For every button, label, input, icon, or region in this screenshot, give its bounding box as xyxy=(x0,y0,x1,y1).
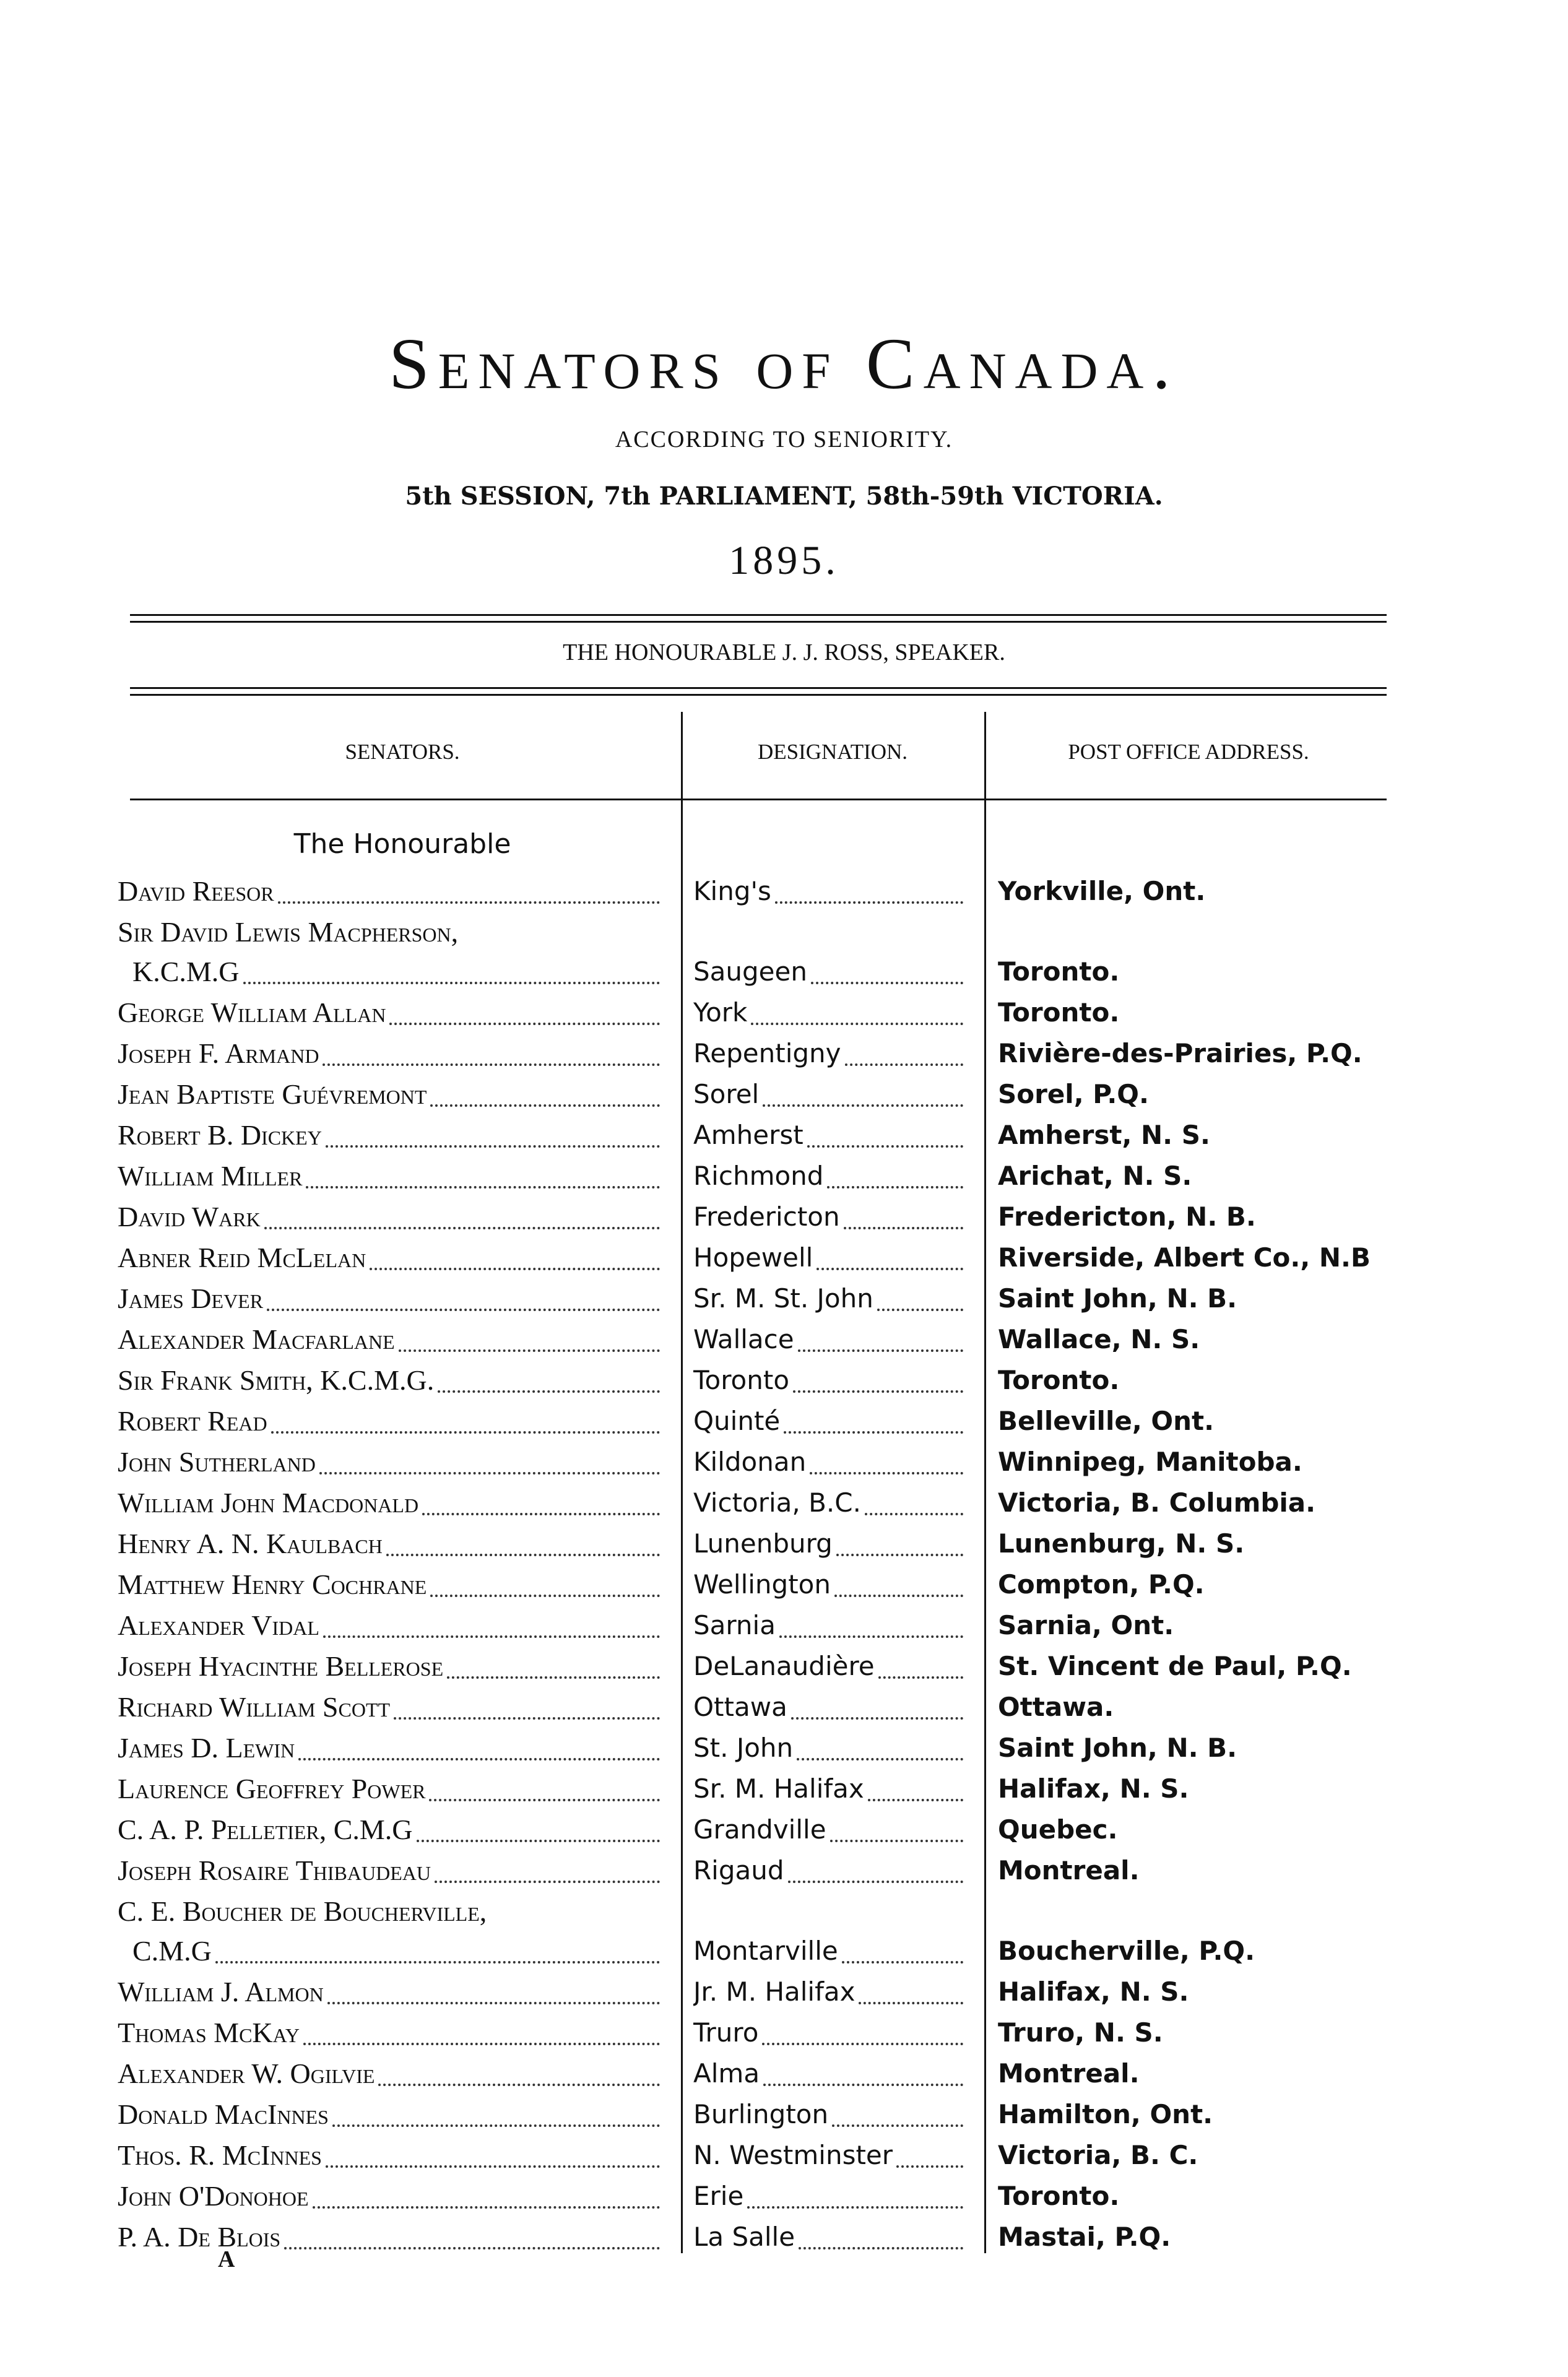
leader-dots xyxy=(859,1989,963,2004)
designation: York xyxy=(693,997,748,1028)
designation-cell xyxy=(693,2178,966,2215)
designation: Montarville xyxy=(693,1936,838,1966)
leader-dots xyxy=(327,1989,660,2004)
page-subtitle: ACCORDING TO SENIORITY. xyxy=(615,426,953,452)
leader-dots xyxy=(264,1214,660,1229)
senator-name: John Sutherland xyxy=(118,1446,316,1478)
senator-name: C. A. P. Pelletier, C.M.G xyxy=(118,1814,413,1845)
designation: Rigaud xyxy=(693,1855,784,1886)
signature-mark: A xyxy=(218,2246,235,2272)
leader-dots xyxy=(370,1255,660,1270)
designation: Sorel xyxy=(693,1079,760,1109)
leader-dots xyxy=(868,1786,963,1801)
senator-name: Joseph Rosaire Thibaudeau xyxy=(118,1855,431,1886)
leader-dots xyxy=(319,1460,660,1474)
senator-name-cell xyxy=(118,1811,662,1848)
designation: Kildonan xyxy=(693,1447,807,1477)
leader-dots xyxy=(215,1949,660,1964)
address-cell xyxy=(998,1035,1431,1072)
senator-name-cell xyxy=(118,1484,662,1522)
address-cell xyxy=(998,1566,1431,1603)
designation-cell xyxy=(693,1484,966,1522)
column-header-designation: DESIGNATION. xyxy=(757,740,908,764)
post-office-address: Montreal. xyxy=(998,2058,1140,2089)
designation: Sarnia xyxy=(693,1610,776,1640)
senator-name: C. E. Boucher de Boucherville, xyxy=(118,1895,487,1927)
designation-cell xyxy=(693,2014,966,2051)
year: 1895. xyxy=(729,538,839,583)
post-office-address: Halifax, N. S. xyxy=(998,1773,1189,1804)
post-office-address: Compton, P.Q. xyxy=(998,1569,1205,1600)
designation: Burlington xyxy=(693,2099,829,2129)
senator-name: P. A. De Blois xyxy=(118,2221,281,2253)
designation: Sr. M. St. John xyxy=(693,1283,873,1314)
post-office-address: Saint John, N. B. xyxy=(998,1283,1237,1314)
address-cell xyxy=(998,994,1431,1031)
designation-cell xyxy=(693,1280,966,1317)
leader-dots xyxy=(430,1582,660,1597)
post-office-address: Wallace, N. S. xyxy=(998,1324,1200,1354)
senator-name-cell xyxy=(118,1198,662,1236)
senator-name: Sir Frank Smith, K.C.M.G. xyxy=(118,1364,435,1396)
leader-dots xyxy=(763,2071,963,2086)
senator-name: Donald MacInnes xyxy=(118,2098,329,2130)
designation-cell xyxy=(693,1076,966,1113)
speaker-line: THE HONOURABLE J. J. ROSS, SPEAKER. xyxy=(563,639,1005,665)
leader-dots xyxy=(830,1827,963,1842)
leader-dots xyxy=(878,1664,963,1679)
address-cell xyxy=(998,1730,1431,1767)
leader-dots xyxy=(896,2153,963,2168)
leader-dots xyxy=(799,2235,963,2249)
designation-cell xyxy=(693,1648,966,1685)
designation-cell xyxy=(693,1444,966,1481)
post-office-address: Halifax, N. S. xyxy=(998,1977,1189,2007)
senator-name-cell xyxy=(118,953,662,990)
post-office-address: Quebec. xyxy=(998,1814,1118,1845)
designation-cell xyxy=(693,1525,966,1562)
leader-dots xyxy=(788,1868,963,1883)
address-cell xyxy=(998,2178,1431,2215)
address-cell xyxy=(998,2137,1431,2174)
address-cell xyxy=(998,2219,1431,2256)
designation: Sr. M. Halifax xyxy=(693,1773,864,1804)
address-cell xyxy=(998,1321,1431,1358)
leader-dots xyxy=(399,1337,660,1352)
designation-cell xyxy=(693,1403,966,1440)
post-office-address: Victoria, B. Columbia. xyxy=(998,1487,1316,1518)
address-cell xyxy=(998,1852,1431,1889)
senator-name-cell xyxy=(118,1321,662,1358)
designation: Fredericton xyxy=(693,1201,840,1232)
address-cell xyxy=(998,1239,1431,1276)
post-office-address: Fredericton, N. B. xyxy=(998,1201,1256,1232)
senator-name-cell xyxy=(118,1770,662,1808)
leader-dots xyxy=(394,1705,660,1720)
post-office-address: Victoria, B. C. xyxy=(998,2140,1198,2170)
senator-name-cell xyxy=(118,1566,662,1603)
senator-name-cell xyxy=(118,2219,662,2256)
leader-dots xyxy=(798,1337,963,1352)
leader-dots xyxy=(422,1500,660,1515)
designation: Saugeen xyxy=(693,956,807,987)
post-office-address: Lunenburg, N. S. xyxy=(998,1528,1245,1559)
column-header-post-office: POST OFFICE ADDRESS. xyxy=(1068,740,1309,764)
designation: St. John xyxy=(693,1733,794,1763)
designation: Truro xyxy=(693,2017,759,2048)
senator-name-cell xyxy=(118,2178,662,2215)
leader-dots xyxy=(430,1092,660,1107)
leader-dots xyxy=(865,1500,963,1515)
designation: Erie xyxy=(693,2181,744,2211)
designation-cell xyxy=(693,873,966,910)
leader-dots xyxy=(323,1051,660,1066)
designation-cell xyxy=(693,1730,966,1767)
post-office-address: Ottawa. xyxy=(998,1692,1114,1722)
leader-dots xyxy=(438,1378,660,1393)
designation-cell xyxy=(693,994,966,1031)
post-office-address: Amherst, N. S. xyxy=(998,1120,1210,1150)
post-office-address: Montreal. xyxy=(998,1855,1140,1886)
designation: Alma xyxy=(693,2058,760,2089)
post-office-address: St. Vincent de Paul, P.Q. xyxy=(998,1651,1352,1681)
designation-cell xyxy=(693,2096,966,2133)
senator-name: Laurence Geoffrey Power xyxy=(118,1773,426,1804)
post-office-address: Belleville, Ont. xyxy=(998,1406,1215,1436)
address-cell xyxy=(998,1362,1431,1399)
designation-cell xyxy=(693,1321,966,1358)
address-cell xyxy=(998,1933,1431,1970)
leader-dots xyxy=(435,1868,660,1883)
post-office-address: Saint John, N. B. xyxy=(998,1733,1237,1763)
senator-name: David Reesor xyxy=(118,875,274,907)
post-office-address: Sarnia, Ont. xyxy=(998,1610,1174,1640)
column-header-senators: SENATORS. xyxy=(345,740,460,764)
senator-name-cell xyxy=(118,2096,662,2133)
post-office-address: Rivière-des-Prairies, P.Q. xyxy=(998,1038,1362,1068)
leader-dots xyxy=(842,1949,963,1964)
senator-name: James D. Lewin xyxy=(118,1732,295,1764)
senator-name-continued: K.C.M.G xyxy=(132,956,240,987)
post-office-address: Sorel, P.Q. xyxy=(998,1079,1149,1109)
senator-name: Alexander W. Ogilvie xyxy=(118,2058,375,2089)
page-title: Senators of Canada. xyxy=(389,323,1179,404)
address-cell xyxy=(998,1484,1431,1522)
designation-cell xyxy=(693,2055,966,2092)
post-office-address: Truro, N. S. xyxy=(998,2017,1163,2048)
senator-name-cell xyxy=(118,873,662,910)
post-office-address: Mastai, P.Q. xyxy=(998,2222,1171,2252)
designation-cell xyxy=(693,1770,966,1808)
senator-name-cell xyxy=(118,2014,662,2051)
address-cell xyxy=(998,1648,1431,1685)
designation: Ottawa xyxy=(693,1692,787,1722)
designation: Victoria, B.C. xyxy=(693,1487,861,1518)
designation: Lunenburg xyxy=(693,1528,833,1559)
leader-dots xyxy=(313,2194,660,2209)
senator-name: Thomas McKay xyxy=(118,2017,300,2048)
leader-dots xyxy=(845,1051,963,1066)
session-line: 5th SESSION, 7th PARLIAMENT, 58th-59th VICTORIA. xyxy=(405,482,1163,511)
designation: Wallace xyxy=(693,1324,794,1354)
senator-name-cell xyxy=(118,1525,662,1562)
leader-dots xyxy=(751,1010,963,1025)
senator-name: Alexander Vidal xyxy=(118,1609,319,1641)
senator-name: Henry A. N. Kaulbach xyxy=(118,1528,383,1559)
designation-cell xyxy=(693,1973,966,2011)
leader-dots xyxy=(271,1419,660,1434)
senator-name-line xyxy=(118,914,662,951)
designation-cell xyxy=(693,1852,966,1889)
senator-name-cell xyxy=(118,1648,662,1685)
leader-dots xyxy=(429,1786,660,1801)
leader-dots xyxy=(807,1133,963,1148)
senator-name: Alexander Macfarlane xyxy=(118,1323,395,1355)
leader-dots xyxy=(417,1827,660,1842)
senator-name: John O'Donohoe xyxy=(118,2180,309,2212)
leader-dots xyxy=(810,1460,963,1474)
designation: Quinté xyxy=(693,1406,781,1436)
leader-dots xyxy=(303,2030,660,2045)
designation-cell xyxy=(693,1158,966,1195)
designation-cell xyxy=(693,1689,966,1726)
senator-name: Richard William Scott xyxy=(118,1691,391,1723)
senator-name-cell xyxy=(118,1076,662,1113)
honourable-label: The Honourable xyxy=(293,828,511,860)
leader-dots xyxy=(832,2112,963,2127)
address-cell xyxy=(998,1198,1431,1236)
designation-cell xyxy=(693,1362,966,1399)
leader-dots xyxy=(378,2071,660,2086)
post-office-address: Hamilton, Ont. xyxy=(998,2099,1213,2129)
senator-name-cell xyxy=(118,1730,662,1767)
senator-name-cell xyxy=(118,1607,662,1644)
post-office-address: Arichat, N. S. xyxy=(998,1161,1192,1191)
post-office-address: Toronto. xyxy=(998,956,1120,987)
address-cell xyxy=(998,1689,1431,1726)
address-cell xyxy=(998,1117,1431,1154)
leader-dots xyxy=(816,1255,963,1270)
senator-name-cell xyxy=(118,1158,662,1195)
designation-cell xyxy=(693,953,966,990)
leader-dots xyxy=(326,2153,660,2168)
senator-name: David Wark xyxy=(118,1201,261,1232)
leader-dots xyxy=(267,1296,660,1311)
senator-name-cell xyxy=(118,2137,662,2174)
senator-name: Joseph F. Armand xyxy=(118,1037,319,1069)
address-cell xyxy=(998,1973,1431,2011)
leader-dots xyxy=(844,1214,963,1229)
designation-cell xyxy=(693,1566,966,1603)
designation: Amherst xyxy=(693,1120,803,1150)
senator-name-cell xyxy=(118,1035,662,1072)
senator-name: Sir David Lewis Macpherson, xyxy=(118,916,459,948)
post-office-address: Toronto. xyxy=(998,997,1120,1028)
leader-dots xyxy=(326,1133,660,1148)
leader-dots xyxy=(447,1664,660,1679)
designation-cell xyxy=(693,1035,966,1072)
leader-dots xyxy=(775,889,963,904)
post-office-address: Boucherville, P.Q. xyxy=(998,1936,1255,1966)
designation: DeLanaudière xyxy=(693,1651,875,1681)
senator-name: Robert Read xyxy=(118,1405,267,1437)
leader-dots xyxy=(763,1092,963,1107)
address-cell xyxy=(998,1444,1431,1481)
designation: N. Westminster xyxy=(693,2140,893,2170)
leader-dots xyxy=(779,1623,963,1638)
leader-dots xyxy=(811,969,963,984)
senator-name-cell xyxy=(118,1280,662,1317)
address-cell xyxy=(998,1280,1431,1317)
designation: La Salle xyxy=(693,2222,795,2252)
leader-dots xyxy=(389,1010,660,1025)
leader-dots xyxy=(834,1582,963,1597)
senator-name-cell xyxy=(118,1239,662,1276)
leader-dots xyxy=(323,1623,660,1638)
post-office-address: Yorkville, Ont. xyxy=(998,876,1206,906)
leader-dots xyxy=(793,1378,963,1393)
senator-name-cell xyxy=(118,1117,662,1154)
senator-name-continued: C.M.G xyxy=(132,1935,212,1967)
address-cell xyxy=(998,873,1431,910)
address-cell xyxy=(998,1076,1431,1113)
senator-name: Robert B. Dickey xyxy=(118,1119,322,1151)
leader-dots xyxy=(386,1541,660,1556)
post-office-address: Toronto. xyxy=(998,2181,1120,2211)
senator-name: James Dever xyxy=(118,1283,264,1314)
address-cell xyxy=(998,1770,1431,1808)
senator-name: William J. Almon xyxy=(118,1976,324,2007)
designation: Repentigny xyxy=(693,1038,841,1068)
leader-dots xyxy=(747,2194,963,2209)
address-cell xyxy=(998,2014,1431,2051)
designation: King's xyxy=(693,876,771,906)
senator-name: Abner Reid McLelan xyxy=(118,1242,366,1273)
senator-name-cell xyxy=(118,1973,662,2011)
designation: Jr. M. Halifax xyxy=(693,1977,855,2007)
post-office-address: Riverside, Albert Co., N.B xyxy=(998,1242,1371,1273)
leader-dots xyxy=(827,1174,963,1188)
address-cell xyxy=(998,2096,1431,2133)
designation-cell xyxy=(693,1117,966,1154)
leader-dots xyxy=(797,1746,963,1760)
leader-dots xyxy=(762,2030,963,2045)
leader-dots xyxy=(877,1296,963,1311)
leader-dots xyxy=(784,1419,963,1434)
leader-dots xyxy=(298,1746,660,1760)
senator-name: Thos. R. McInnes xyxy=(118,2139,322,2171)
senator-name: George William Allan xyxy=(118,997,386,1028)
senator-name-cell xyxy=(118,1403,662,1440)
designation-cell xyxy=(693,2137,966,2174)
designation: Toronto xyxy=(693,1365,790,1395)
address-cell xyxy=(998,1607,1431,1644)
senator-name: Jean Baptiste Guévremont xyxy=(118,1078,427,1110)
address-cell xyxy=(998,1403,1431,1440)
designation-cell xyxy=(693,1239,966,1276)
designation: Wellington xyxy=(693,1569,831,1600)
leader-dots xyxy=(278,889,660,904)
senator-name-cell xyxy=(118,1852,662,1889)
leader-dots xyxy=(306,1174,660,1188)
address-cell xyxy=(998,953,1431,990)
senator-name-line xyxy=(118,1893,662,1930)
senator-name: Joseph Hyacinthe Bellerose xyxy=(118,1650,444,1682)
senator-name-cell xyxy=(118,1444,662,1481)
senator-name: Matthew Henry Cochrane xyxy=(118,1569,427,1600)
leader-dots xyxy=(332,2112,660,2127)
address-cell xyxy=(998,1158,1431,1195)
designation-cell xyxy=(693,1933,966,1970)
address-cell xyxy=(998,1811,1431,1848)
senator-name-cell xyxy=(118,2055,662,2092)
designation-cell xyxy=(693,1198,966,1236)
designation: Grandville xyxy=(693,1814,826,1845)
senator-name-cell xyxy=(118,1689,662,1726)
senator-name-cell xyxy=(118,1362,662,1399)
leader-dots xyxy=(836,1541,963,1556)
address-cell xyxy=(998,2055,1431,2092)
senator-name: William Miller xyxy=(118,1160,303,1192)
designation-cell xyxy=(693,1811,966,1848)
designation-cell xyxy=(693,1607,966,1644)
post-office-address: Winnipeg, Manitoba. xyxy=(998,1447,1302,1477)
designation-cell xyxy=(693,2219,966,2256)
post-office-address: Toronto. xyxy=(998,1365,1120,1395)
designation: Richmond xyxy=(693,1161,824,1191)
leader-dots xyxy=(284,2235,660,2249)
senator-name-cell xyxy=(118,994,662,1031)
senator-name: William John Macdonald xyxy=(118,1487,419,1518)
leader-dots xyxy=(791,1705,963,1720)
senator-name-cell xyxy=(118,1933,662,1970)
designation: Hopewell xyxy=(693,1242,813,1273)
leader-dots xyxy=(243,969,660,984)
address-cell xyxy=(998,1525,1431,1562)
